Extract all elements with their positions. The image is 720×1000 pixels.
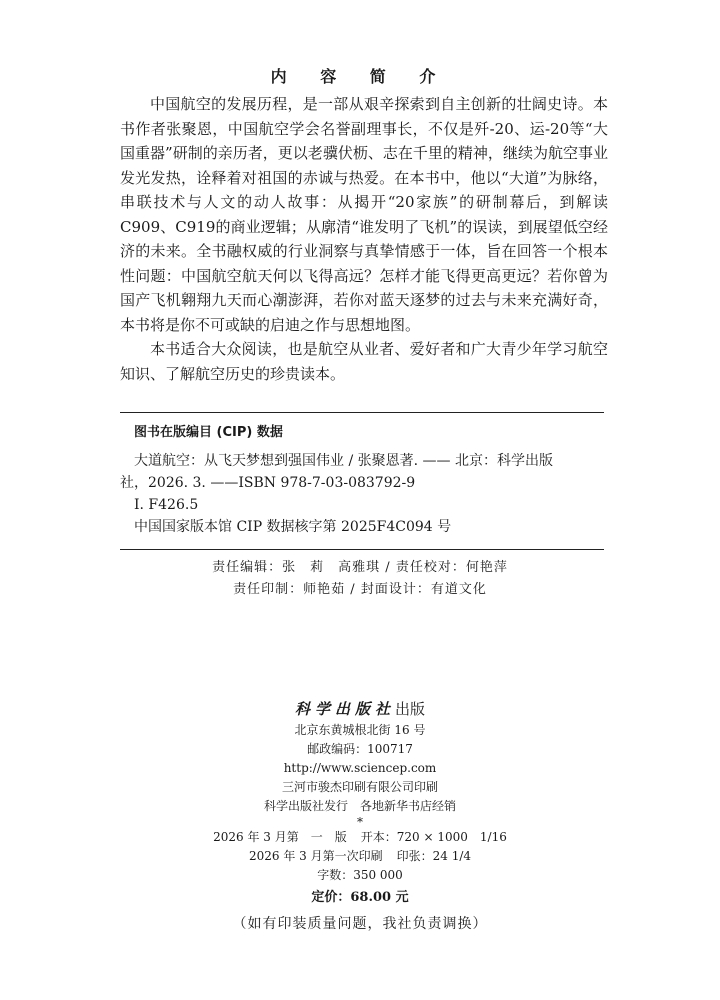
summary-body	[120, 92, 608, 386]
separator-star: *	[357, 815, 363, 829]
cip-record-number: 中国国家版本馆 CIP 数据核字第 2025F4C094 号	[134, 519, 452, 535]
cip-record	[120, 450, 606, 538]
summary-paragraph-2: 本书适合大众阅读，也是航空从业者、爱好者和广大青少年学习航空知识、了解航空历史的珍贵读本。	[120, 340, 608, 383]
publisher-name-suffix: 出版	[395, 700, 426, 718]
book-format: 开本：720 × 1000 1/16	[360, 830, 507, 844]
word-count: 字数：350 000	[317, 868, 403, 882]
quality-notice: （如有印装质量问题，我社负责调换）	[232, 916, 488, 932]
printer-info: 三河市骏杰印刷有限公司印刷	[281, 780, 438, 794]
credits-block	[0, 557, 720, 601]
cip-heading: 图书在版编目 (CIP) 数据	[134, 425, 283, 440]
publisher-postcode: 邮政编码：100717	[307, 742, 413, 756]
credits-editors: 责任编辑：张 莉 高雅琪 / 责任校对：何艳萍	[212, 560, 508, 575]
imprint-block	[0, 697, 720, 937]
cip-entry-line-2: 社，2026. 3. ——ISBN 978-7-03-083792-9	[120, 475, 416, 491]
publisher-logo-text: 科学出版社	[294, 700, 395, 718]
edition-date: 2026 年 3 月第 一 版	[213, 830, 347, 844]
distribution-info: 科学出版社发行 各地新华书店经销	[263, 799, 456, 813]
cip-entry-line-1: 大道航空：从飞天梦想到强国伟业 / 张聚恩著. —— 北京：科学出版	[134, 453, 553, 469]
printing-line	[0, 847, 720, 866]
summary-paragraph-1: 中国航空的发展历程，是一部从艰辛探索到自主创新的壮阔史诗。本书作者张聚恩，中国航空学会名誉副理事长，不仅是歼-20、运-20等“大国重器”研制的亲历者，更以老骥伏枥、志在千里的精神，继续为航空事业发光发热，诠释着对祖国的赤诚与热爱。在本书中，他以“大道”为脉络，串联技术与人文的动人故事：从揭开“20家族”的研制幕后，到解读C909、C919的商业逻辑；从廓清“谁发明了飞机”的误读，到展望低空经济的未来。全书融权威的行业洞察与真挚情感于一体，旨在回答一个根本性问题：中国航空航天何以飞得高远？怎样才能飞得更高更远？若你曾为国产飞机翱翔九天而心潮澎湃，若你对蓝天逐梦的过去与未来充满好奇，本书将是你不可或缺的启迪之作与思想地图。	[120, 95, 608, 334]
publisher-website: http://www.sciencep.com	[283, 761, 437, 775]
edition-line	[0, 828, 720, 847]
printing-date: 2026 年 3 月第一次印刷	[248, 849, 383, 863]
price: 定价：68.00 元	[311, 890, 409, 905]
summary-title: 内 容 简 介	[270, 67, 450, 86]
publisher-address: 北京东黄城根北街 16 号	[294, 723, 426, 737]
cip-top-rule	[120, 412, 604, 413]
printed-sheets: 印张：24 1/4	[396, 849, 472, 863]
publisher-name	[0, 697, 720, 721]
credits-production: 责任印制：师艳茹 / 封面设计：有道文化	[233, 582, 487, 597]
cip-classification: Ⅰ. F426.5	[134, 497, 199, 513]
cip-bottom-rule	[120, 549, 604, 550]
